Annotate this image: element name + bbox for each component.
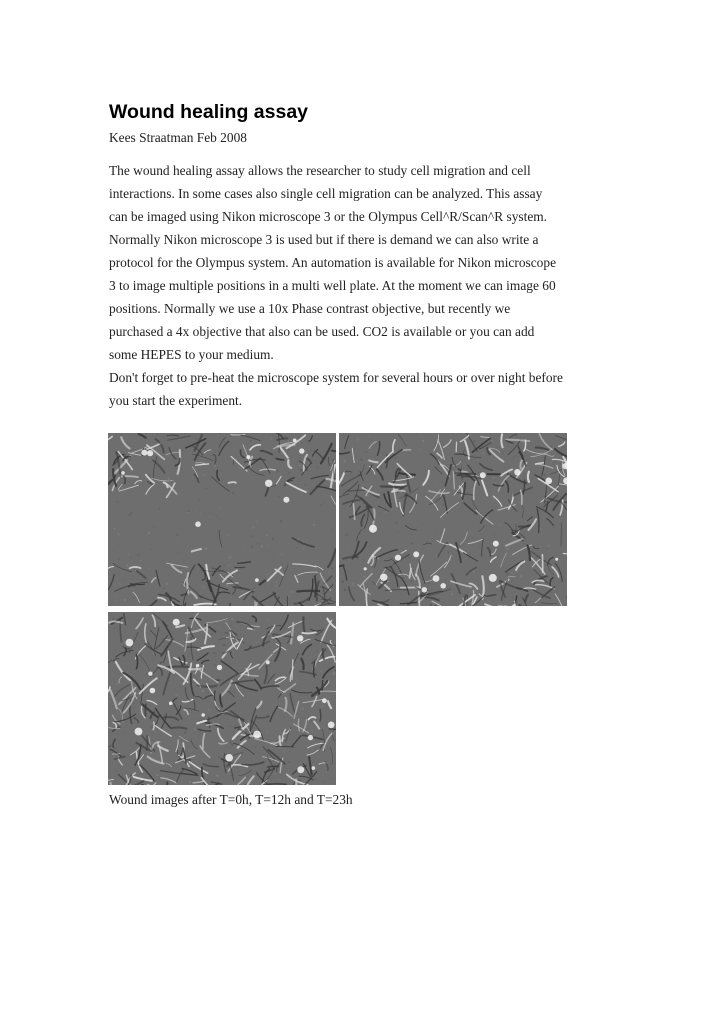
- document-page: [109, 100, 609, 412]
- wound-image-t12: [339, 433, 567, 606]
- microscopy-image: [108, 433, 336, 606]
- document-title: Wound healing assay: [109, 101, 309, 123]
- paragraph-line: 3 to image multiple positions in a multi well plate. At the moment we can image 60: [109, 278, 556, 293]
- figure-caption: Wound images after T=0h, T=12h and T=23h: [109, 792, 353, 807]
- paragraph-line: can be imaged using Nikon microscope 3 or the Olympus Cell^R/Scan^R system.: [109, 209, 548, 224]
- paragraph-line: some HEPES to your medium.: [109, 347, 274, 362]
- paragraph-line: purchased a 4x objective that also can be used. CO2 is available or you can add: [109, 324, 535, 339]
- paragraph-line: Normally Nikon microscope 3 is used but if there is demand we can also write a: [109, 232, 539, 247]
- wound-image-t23: [108, 612, 336, 785]
- paragraph-line: The wound healing assay allows the researcher to study cell migration and cell: [109, 163, 531, 178]
- paragraph-2: [109, 366, 609, 412]
- author-line: Kees Straatman Feb 2008: [109, 130, 247, 145]
- microscopy-image: [108, 612, 336, 785]
- wound-figure: [108, 433, 568, 785]
- wound-image-t0: [108, 433, 336, 606]
- microscopy-image: [339, 433, 567, 606]
- paragraph-line: protocol for the Olympus system. An automation is available for Nikon microscope: [109, 255, 557, 270]
- paragraph-line: interactions. In some cases also single cell migration can be analyzed. This assay: [109, 186, 543, 201]
- paragraph-line: positions. Normally we use a 10x Phase contrast objective, but recently we: [109, 301, 511, 316]
- paragraph-line: you start the experiment.: [109, 393, 243, 408]
- paragraph-1: [109, 159, 609, 366]
- body-text: [109, 159, 609, 412]
- paragraph-line: Don't forget to pre-heat the microscope system for several hours or over night before: [109, 370, 563, 385]
